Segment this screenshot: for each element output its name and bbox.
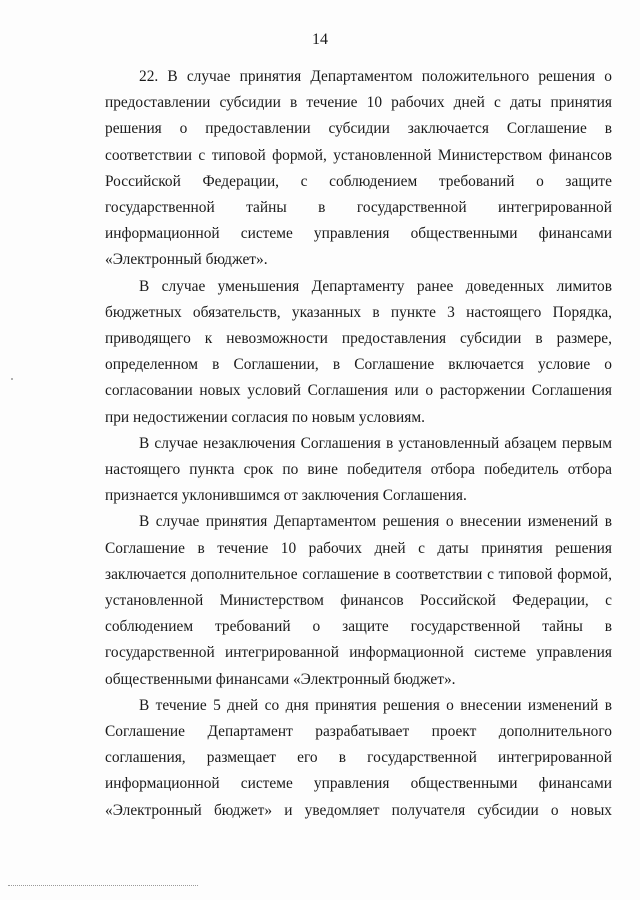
paragraph-agreement-amendments: В случае принятия Департаментом решения о внесении изменений в Соглашение в течение 10 рабочих дней с даты принятия решения заключается дополнительное соглашение в соответствии с типовой формой, установленной Министерством финансов Российской Федерации, с соблюдением требований о защите государственной тайны в государственной интегрированной информационной системе управления общественными финансами «Электронный бюджет».	[105, 513, 612, 688]
document-body	[105, 64, 612, 824]
page-number: 14	[312, 31, 328, 48]
paragraph-budget-limits-reduction: В случае уменьшения Департаменту ранее доведенных лимитов бюджетных обязательств, указанных в пункте 3 настоящего Порядка, приводящего к невозможности предоставления субсидии в размере, определенном в Соглашении, в Соглашение включается условие о согласовании новых условий Соглашения или о расторжении Соглашения при недостижении согласия по новым условиям.	[105, 277, 612, 426]
footer-divider	[8, 885, 198, 886]
paragraph-22-conclusion-of-agreement: 22. В случае принятия Департаментом положительного решения о предоставлении субсидии в течение 10 рабочих дней с даты принятия решения о предоставлении субсидии заключается Соглашение в соответствии с типовой формой, установленной Министерством финансов Российской Федерации, с соблюдением требований о защите государственной тайны в государственной интегрированной информационной системе управления общественными финансами «Электронный бюджет».	[105, 68, 612, 269]
paragraph-additional-agreement-draft: В течение 5 дней со дня принятия решения о внесении изменений в Соглашение Департамент разрабатывает проект дополнительного соглашения, размещает его в государственной интегрированной информационной системе управления общественными финансами «Электронный бюджет» и уведомляет получателя субсидии о новых	[105, 696, 612, 819]
scan-speck	[11, 378, 13, 380]
paragraph-non-conclusion-of-agreement: В случае незаключения Соглашения в установленный абзацем первым настоящего пункта срок по вине победителя отбора победитель отбора признается уклонившимся от заключения Соглашения.	[105, 434, 612, 505]
